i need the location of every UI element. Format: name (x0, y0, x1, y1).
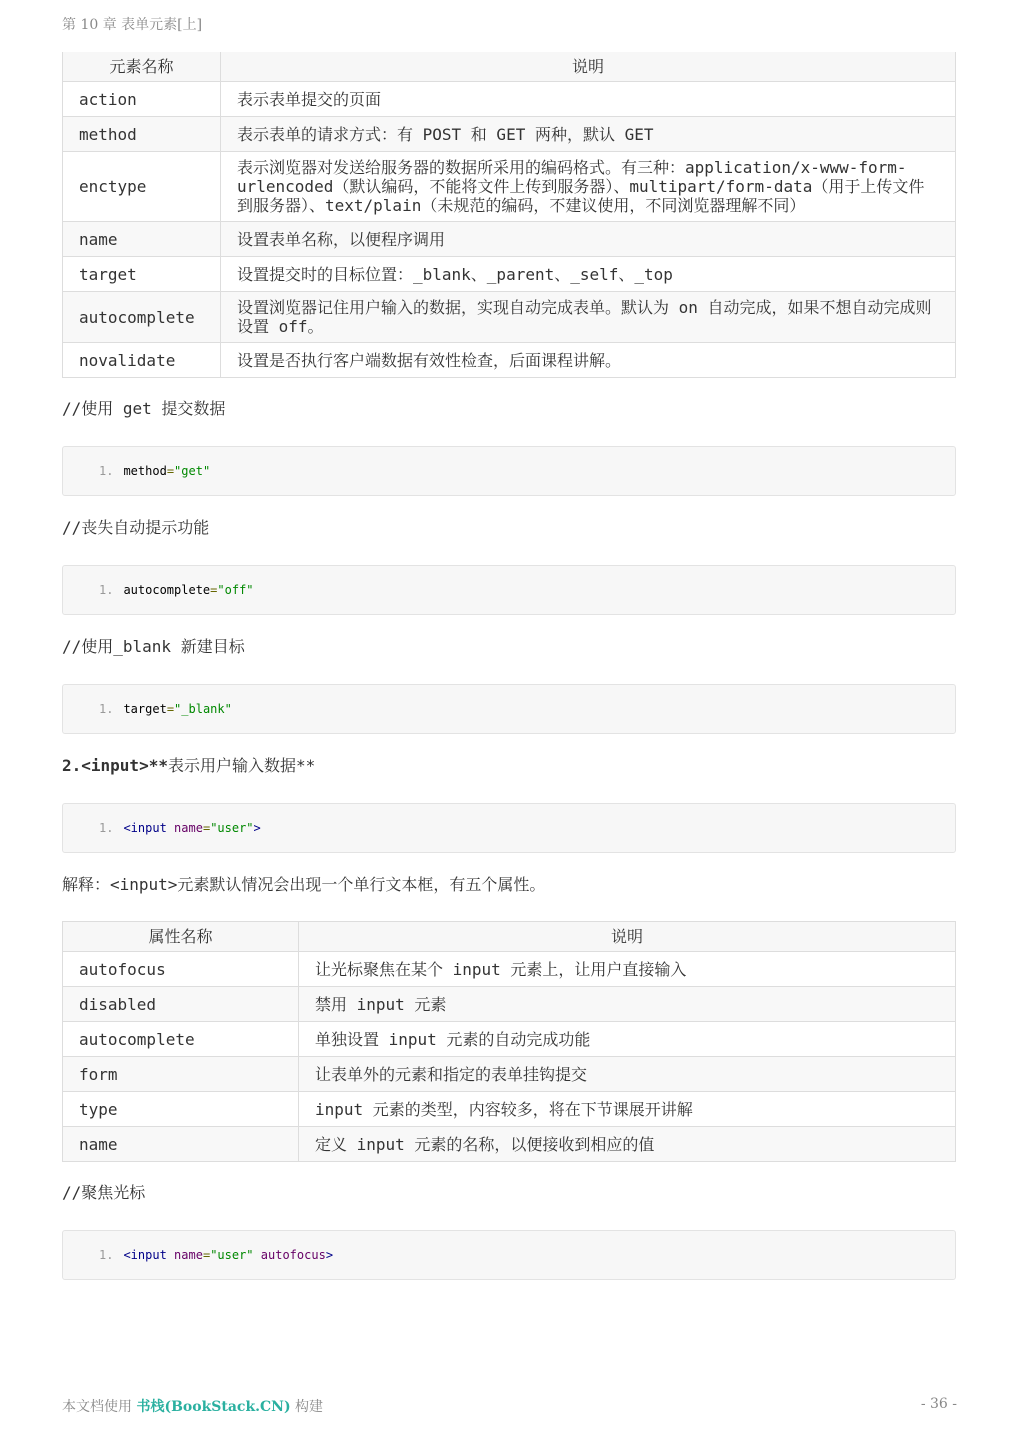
table-row (63, 152, 956, 222)
table-row (63, 292, 956, 343)
code-attr: autocomplete (123, 583, 211, 597)
table-row (63, 1127, 956, 1162)
table-cell-desc: 设置提交时的目标位置：_blank、_parent、_self、_top (221, 257, 956, 292)
code-string: "user" (210, 1248, 254, 1262)
table-cell-desc: input 元素的类型，内容较多，将在下节课展开讲解 (299, 1092, 956, 1127)
table-row (63, 1092, 956, 1127)
code-block-blank (62, 684, 956, 734)
line-number: 1. (99, 821, 114, 835)
input-attributes-table (62, 921, 956, 1162)
column-header: 说明 (221, 52, 956, 82)
code-tag-open: <input (123, 821, 167, 835)
line-number: 1. (99, 464, 114, 478)
table-cell-desc: 设置表单名称，以便程序调用 (221, 222, 956, 257)
code-tag-close: > (253, 821, 261, 835)
form-attributes-table (62, 52, 956, 378)
table-row (63, 343, 956, 378)
code-string: "off" (217, 583, 254, 597)
line-number: 1. (99, 702, 114, 716)
footer-brand-link[interactable]: 书栈(BookStack.CN) (136, 1399, 291, 1415)
table-cell-name: method (63, 117, 221, 152)
table-cell-name: disabled (63, 987, 299, 1022)
table-cell-name: target (63, 257, 221, 292)
column-header: 元素名称 (63, 52, 221, 82)
table-cell-name: novalidate (63, 343, 221, 378)
table-cell-name: enctype (63, 152, 221, 222)
section-stars-close: ** (295, 756, 316, 775)
comment-focus: //聚焦光标 (62, 1183, 146, 1202)
footer-suffix: 构建 (290, 1399, 324, 1415)
table-cell-desc: 让表单外的元素和指定的表单挂钩提交 (299, 1057, 956, 1092)
table-cell-name: name (63, 1127, 299, 1162)
code-equals: = (166, 464, 175, 478)
table-cell-desc: 表示表单的请求方式：有 POST 和 GET 两种，默认 GET (221, 117, 956, 152)
table-row (63, 257, 956, 292)
code-equals: = (166, 702, 175, 716)
explain-input: 解释：<input>元素默认情况会出现一个单行文本框，有五个属性。 (62, 875, 546, 894)
code-block-input (62, 803, 956, 853)
table-cell-desc: 让光标聚焦在某个 input 元素上，让用户直接输入 (299, 952, 956, 987)
section-text: 表示用户输入数据 (167, 756, 296, 775)
section-number-tag: 2.<input> (62, 756, 149, 775)
code-block-autocomplete (62, 565, 956, 615)
footer-prefix: 本文档使用 (62, 1399, 137, 1415)
table-cell-desc: 设置是否执行客户端数据有效性检查，后面课程讲解。 (221, 343, 956, 378)
running-header: 第 10 章 表单元素[上] (62, 17, 203, 33)
comment-autocomplete: //丧失自动提示功能 (62, 518, 210, 537)
table-header-row (63, 922, 956, 952)
table-row (63, 117, 956, 152)
code-attr: method (123, 464, 167, 478)
table-cell-desc: 定义 input 元素的名称，以便接收到相应的值 (299, 1127, 956, 1162)
code-block-get (62, 446, 956, 496)
line-number: 1. (99, 583, 114, 597)
table-cell-name: autofocus (63, 952, 299, 987)
page-content (62, 52, 956, 1280)
table-cell-desc: 禁用 input 元素 (299, 987, 956, 1022)
table-cell-name: action (63, 82, 221, 117)
table-row (63, 222, 956, 257)
line-number: 1. (99, 1248, 114, 1262)
comment-blank: //使用_blank 新建目标 (62, 637, 245, 656)
code-equals: = (202, 821, 211, 835)
code-equals: = (202, 1248, 211, 1262)
page-number: - 36 - (920, 1396, 957, 1412)
code-equals: = (210, 583, 218, 597)
code-string: "get" (174, 464, 211, 478)
comment-get: //使用 get 提交数据 (62, 399, 226, 418)
table-cell-name: autocomplete (63, 292, 221, 343)
code-attr-autofocus: autofocus (260, 1248, 326, 1262)
table-row (63, 82, 956, 117)
table-cell-desc: 设置浏览器记住用户输入的数据，实现自动完成表单。默认为 on 自动完成，如果不想自动完成则设置 off。 (221, 292, 956, 343)
table-cell-name: type (63, 1092, 299, 1127)
table-row (63, 952, 956, 987)
code-attr: name (174, 1248, 203, 1262)
table-cell-desc: 表示表单提交的页面 (221, 82, 956, 117)
column-header: 属性名称 (63, 922, 299, 952)
column-header: 说明 (299, 922, 956, 952)
table-row (63, 1057, 956, 1092)
section-heading-input (62, 755, 956, 777)
table-cell-name: name (63, 222, 221, 257)
code-attr: target (123, 702, 167, 716)
table-cell-desc: 单独设置 input 元素的自动完成功能 (299, 1022, 956, 1057)
code-string: "_blank" (174, 702, 232, 716)
code-block-focus (62, 1230, 956, 1280)
table-row (63, 987, 956, 1022)
code-tag-open: <input (123, 1248, 167, 1262)
code-string: "user" (210, 821, 254, 835)
table-cell-name: form (63, 1057, 299, 1092)
table-row (63, 1022, 956, 1057)
section-stars-open: ** (148, 756, 168, 775)
table-header-row (63, 52, 956, 82)
footer-credit (62, 1396, 323, 1416)
table-cell-desc: 表示浏览器对发送给服务器的数据所采用的编码格式。有三种：application/x-www-form-urlencoded（默认编码，不能将文件上传到服务器）、multipart/form-data（用于上传文件到服务器）、text/plain（未规范的编码，不建议使用，不同浏览器理解不同） (221, 152, 956, 222)
table-cell-name: autocomplete (63, 1022, 299, 1057)
code-tag-close: > (325, 1248, 334, 1262)
code-attr: name (174, 821, 203, 835)
